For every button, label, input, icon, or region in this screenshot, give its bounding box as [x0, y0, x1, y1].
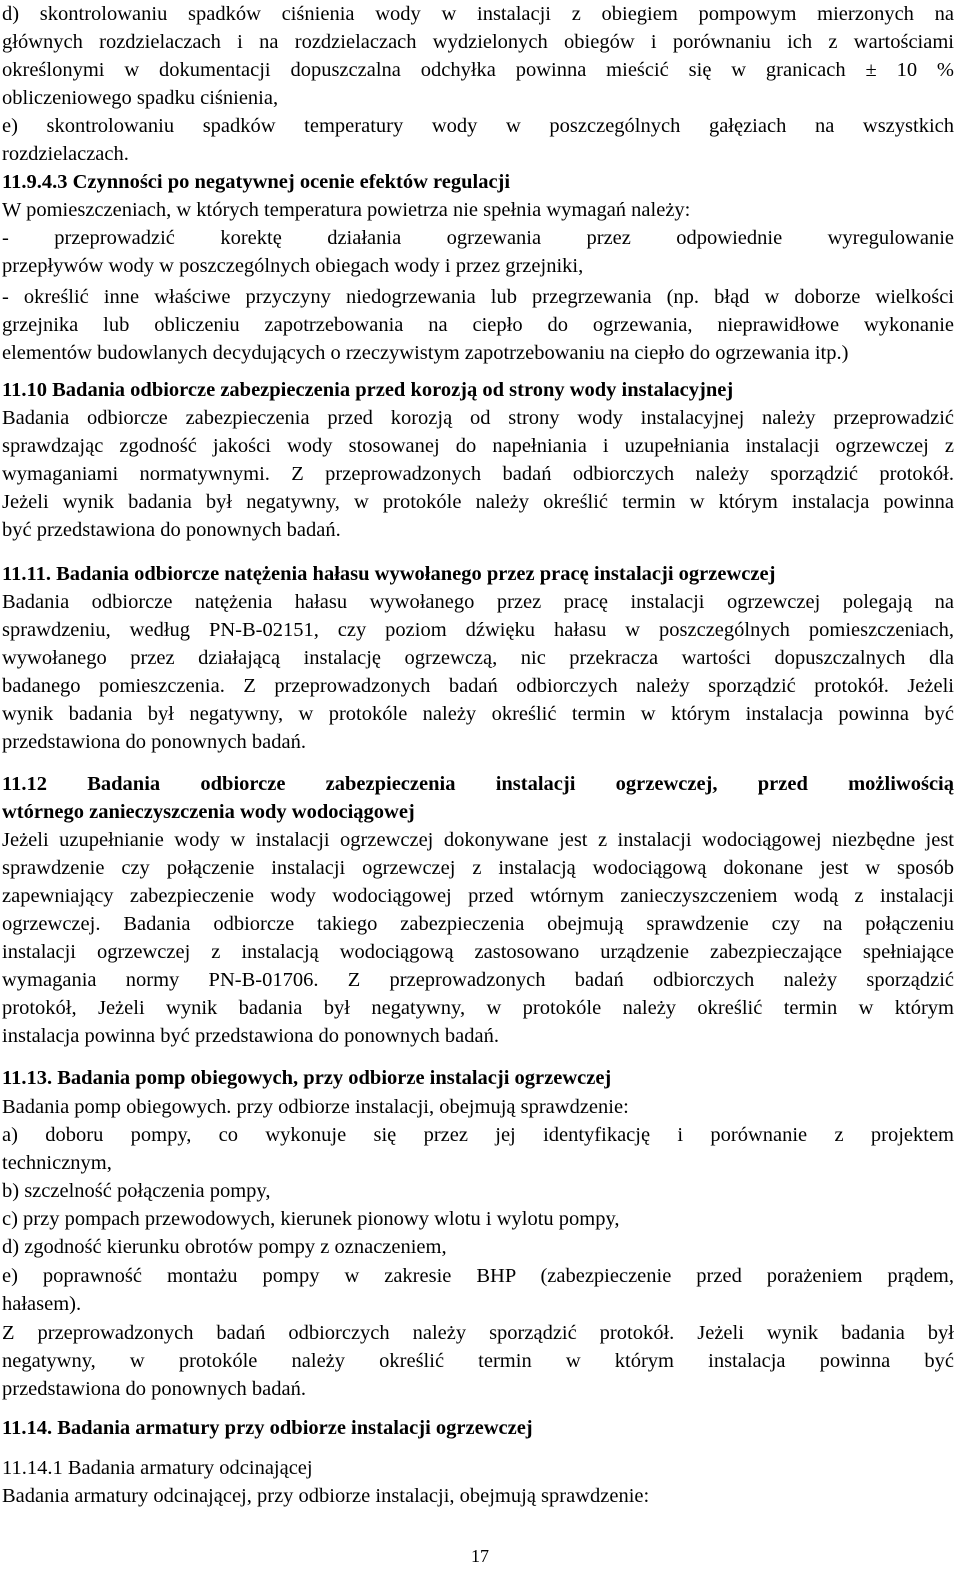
text-line: przepływów wody w poszczególnych obiegach wody i przez grzejniki, [2, 255, 584, 277]
section-heading: 11.12 Badania odbiorcze zabezpieczenia instalacji ogrzewczej, przed możliwością [2, 773, 954, 795]
text-line: Badania armatury odcinającej, przy odbiorze instalacji, obejmują sprawdzenie: [2, 1485, 650, 1507]
text-line: c) przy pompach przewodowych, kierunek pionowy wlotu i wylotu pompy, [2, 1208, 620, 1230]
section-heading: 11.11. Badania odbiorcze natężenia hałasu wywołanego przez pracę instalacji ogrzewczej [2, 563, 776, 585]
text-line: sprawdzenie czy połączenie instalacji ogrzewczej z instalacją wodociągową dokonane jest w sposób [2, 857, 954, 879]
text-line: Z przeprowadzonych badań odbiorczych należy sporządzić protokół. Jeżeli wynik badania był [2, 1322, 954, 1344]
text-line: wynik badania był negatywny, w protokóle należy określić termin w którym instalacja powinna być [2, 703, 954, 725]
text-line: przedstawiona do ponownych badań. [2, 1378, 306, 1400]
text-line: Badania pomp obiegowych. przy odbiorze instalacji, obejmują sprawdzenie: [2, 1096, 629, 1118]
text-line: protokół, Jeżeli wynik badania był negatywny, w protokóle należy określić termin w którym [2, 997, 954, 1019]
text-line: instalacji ogrzewczej z instalacją wodociągową zastosowano urządzenie zabezpieczające spełniające [2, 941, 954, 963]
text-line: grzejnika lub obliczeniu zapotrzebowania na ciepło do ogrzewania, nieprawidłowe wykonanie [2, 314, 954, 336]
section-heading: 11.10 Badania odbiorcze zabezpieczenia przed korozją od strony wody instalacyjnej [2, 379, 734, 401]
text-line: d) skontrolowaniu spadków ciśnienia wody w instalacji z obiegiem pompowym mierzonych na [2, 3, 954, 25]
text-line: Badania odbiorcze zabezpieczenia przed korozją od strony wody instalacyjnej należy przeprowadzić [2, 407, 954, 429]
subsection-heading: 11.14.1 Badania armatury odcinającej [2, 1457, 313, 1479]
text-line: wymagania normy PN-B-01706. Z przeprowadzonych badań odbiorczych należy sporządzić [2, 969, 954, 991]
text-line: badanego pomieszczenia. Z przeprowadzonych badań odbiorczych należy sporządzić protokół. Jeżeli [2, 675, 954, 697]
section-heading: 11.9.4.3 Czynności po negatywnej ocenie efektów regulacji [2, 171, 511, 193]
text-line: zapewniający zabezpieczenie wody wodociągowej przed wtórnym zanieczyszczeniem wodą z instalacji [2, 885, 954, 907]
text-line: - przeprowadzić korektę działania ogrzewania przez odpowiednie wyregulowanie [2, 227, 954, 249]
text-line: być przedstawiona do ponownych badań. [2, 519, 341, 541]
text-line: a) doboru pompy, co wykonuje się przez jej identyfikację i porównanie z projektem [2, 1124, 954, 1146]
text-line: e) skontrolowaniu spadków temperatury wody w poszczególnych gałęziach na wszystkich [2, 115, 954, 137]
text-line: - określić inne właściwe przyczyny niedogrzewania lub przegrzewania (np. błąd w doborze wielkości [2, 286, 954, 308]
text-line: instalacja powinna być przedstawiona do ponownych badań. [2, 1025, 499, 1047]
text-line: elementów budowlanych decydujących o rzeczywistym zapotrzebowaniu na ciepło do ogrzewania itp.) [2, 342, 849, 364]
section-heading: wtórnego zanieczyszczenia wody wodociągowej [2, 801, 415, 823]
text-line: rozdzielaczach. [2, 143, 129, 165]
text-line: obliczeniowego spadku ciśnienia, [2, 87, 279, 109]
text-line: przedstawiona do ponownych badań. [2, 731, 306, 753]
text-line: W pomieszczeniach, w których temperatura powietrza nie spełnia wymagań należy: [2, 199, 691, 221]
text-line: b) szczelność połączenia pompy, [2, 1180, 271, 1202]
text-line: d) zgodność kierunku obrotów pompy z oznaczeniem, [2, 1236, 447, 1258]
text-line: hałasem). [2, 1293, 82, 1315]
text-line: e) poprawność montażu pompy w zakresie BHP (zabezpieczenie przed porażeniem prądem, [2, 1265, 954, 1287]
text-line: Badania odbiorcze natężenia hałasu wywołanego przez pracę instalacji ogrzewczej polegają na [2, 591, 954, 613]
text-line: ogrzewczej. Badania odbiorcze takiego zabezpieczenia obejmują sprawdzenie czy na połączeniu [2, 913, 954, 935]
section-heading: 11.14. Badania armatury przy odbiorze instalacji ogrzewczej [2, 1417, 533, 1439]
text-line: wywołanego przez działającą instalację ogrzewczą, nic przekracza wartości dopuszczalnych dla [2, 647, 954, 669]
text-line: Jeżeli uzupełnianie wody w instalacji ogrzewczej dokonywane jest z instalacji wodociągowej niezbędne jest [2, 829, 954, 851]
text-line: głównych rozdzielaczach i na rozdzielaczach wydzielonych obiegów i porównaniu ich z wartościami [2, 31, 954, 53]
text-line: określonymi w dokumentacji dopuszczalna odchyłka powinna mieścić się w granicach ± 10 % [2, 59, 954, 81]
text-line: Jeżeli wynik badania był negatywny, w protokóle należy określić termin w którym instalacja powinna [2, 491, 954, 513]
text-line: sprawdzając zgodność jakości wody stosowanej do napełniania i uzupełniania instalacji ogrzewczej z [2, 435, 954, 457]
text-line: sprawdzeniu, według PN-B-02151, czy poziom dźwięku hałasu w poszczególnych pomieszczeniach, [2, 619, 954, 641]
section-heading: 11.13. Badania pomp obiegowych, przy odbiorze instalacji ogrzewczej [2, 1067, 612, 1089]
text-line: negatywny, w protokóle należy określić termin w którym instalacja powinna być [2, 1350, 954, 1372]
text-line: technicznym, [2, 1152, 112, 1174]
text-line: wymaganiami normatywnymi. Z przeprowadzonych badań odbiorczych należy sporządzić protokół. [2, 463, 954, 485]
page-number: 17 [471, 1546, 489, 1566]
